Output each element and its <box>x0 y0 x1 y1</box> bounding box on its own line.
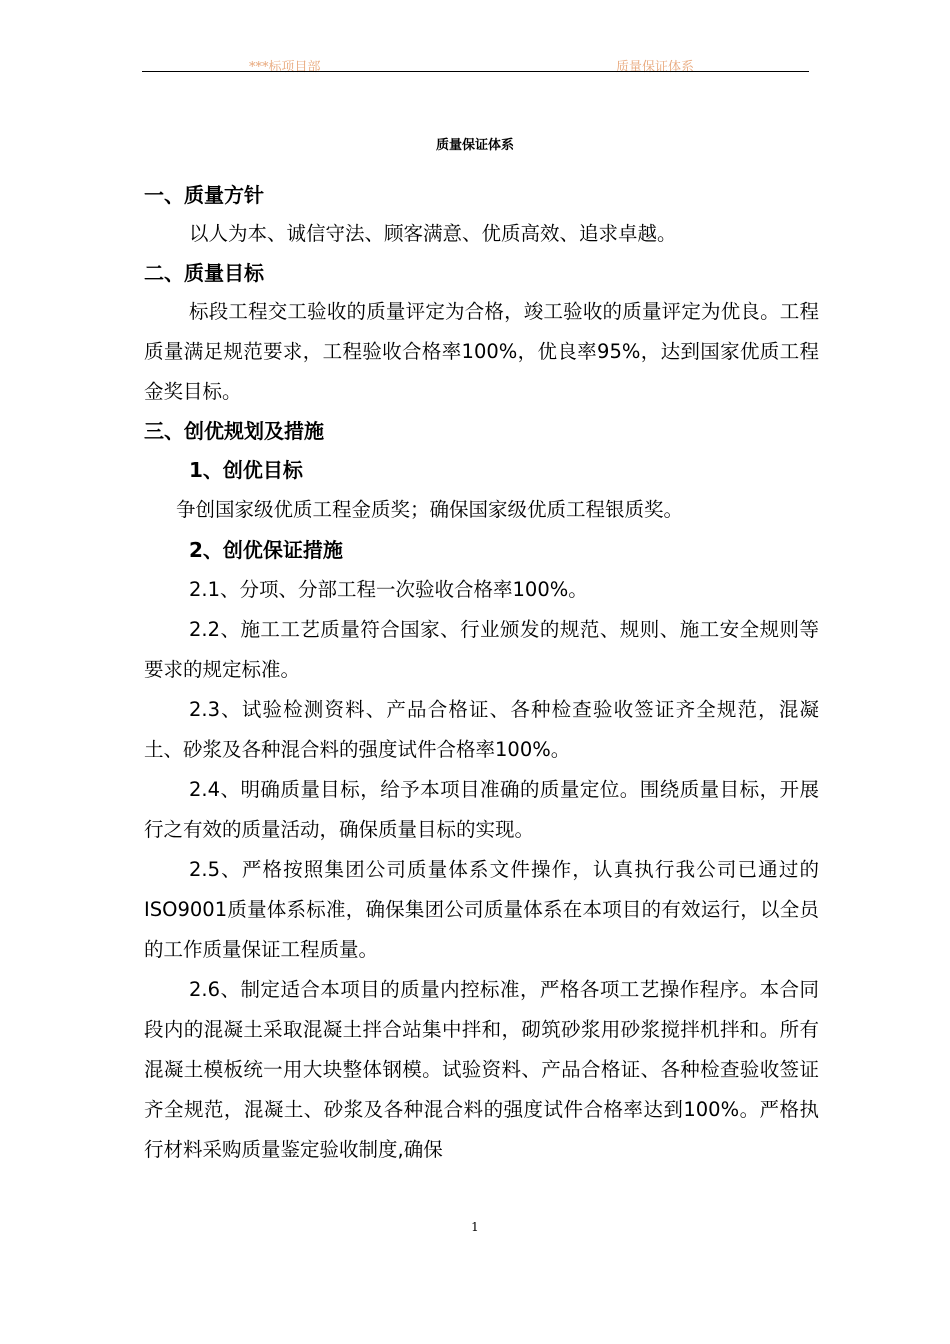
section-heading-excellence-plan: 三、创优规划及措施 <box>144 419 324 443</box>
header-project-label: ***标项目部 <box>249 60 321 75</box>
quality-policy-text: 以人为本、诚信守法、顾客满意、优质高效、追求卓越。 <box>189 222 677 245</box>
subheading-assurance-measures: 2、创优保证措施 <box>189 538 343 562</box>
section-heading-quality-goals: 二、质量目标 <box>144 261 264 285</box>
measure-item-2-6: 2.6、制定适合本项目的质量内控标准，严格各项工艺操作程序。本合同段内的混凝土采取混凝土拌合站集中拌和，砌筑砂浆用砂浆搅拌机拌和。所有混凝土模板统一用大块整体钢模。试验资料、产品合格证、各种检查验收签证齐全规范，混凝土、砂浆及各种混合料的强度试件合格率达到100%。严格执行材料采购质量鉴定验收制度,确保 <box>144 978 819 1161</box>
measure-item-2-4: 2.4、明确质量目标，给予本项目准确的质量定位。围绕质量目标，开展行之有效的质量活动，确保质量目标的实现。 <box>144 778 819 841</box>
measure-item-2-2: 2.2、施工工艺质量符合国家、行业颁发的规范、规则、施工安全规则等要求的规定标准。 <box>144 618 819 681</box>
page-number: 1 <box>471 1220 479 1234</box>
measure-item-2-5: 2.5、严格按照集团公司质量体系文件操作，认真执行我公司已通过的ISO9001质量体系标准，确保集团公司质量体系在本项目的有效运行，以全员的工作质量保证工程质量。 <box>144 858 819 961</box>
excellence-goal-text: 争创国家级优质工程金质奖；确保国家级优质工程银质奖。 <box>176 498 684 521</box>
section-heading-quality-policy: 一、质量方针 <box>144 183 264 207</box>
measure-item-2-1: 2.1、分项、分部工程一次验收合格率100%。 <box>189 578 588 601</box>
subheading-excellence-goal: 1、创优目标 <box>189 458 303 482</box>
document-body <box>144 176 819 1170</box>
header-section-label: 质量保证体系 <box>616 60 695 75</box>
quality-goals-text: 标段工程交工验收的质量评定为合格，竣工验收的质量评定为优良。工程质量满足规范要求，工程验收合格率100%，优良率95%，达到国家优质工程金奖目标。 <box>144 300 819 403</box>
measure-item-2-3: 2.3、试验检测资料、产品合格证、各种检查验收签证齐全规范，混凝土、砂浆及各种混合料的强度试件合格率100%。 <box>144 698 819 761</box>
page-title: 质量保证体系 <box>435 138 514 153</box>
header-divider <box>142 71 809 72</box>
